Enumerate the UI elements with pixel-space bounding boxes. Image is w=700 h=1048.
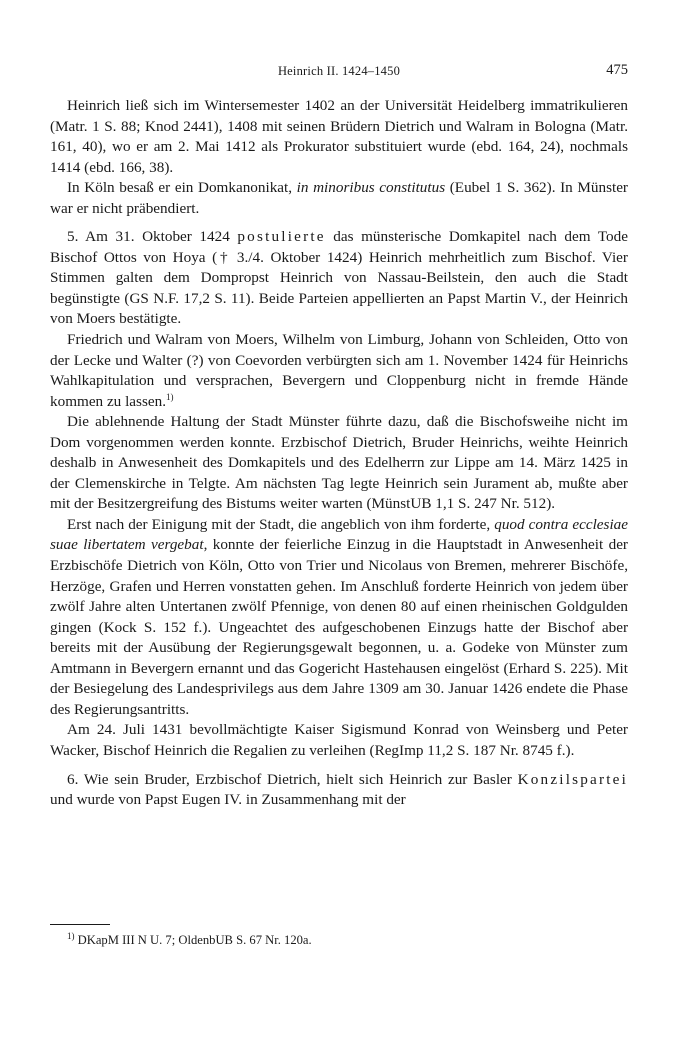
footnote-reference[interactable]: 1) (166, 391, 174, 402)
paragraph (50, 515, 628, 720)
paragraph-text: das münsterische Domkapitel nach dem Tode Bischof Ottos von Hoya († 3./4. Oktober 1424) Heinrich mehrheitlich zum Bischof. Vier Stimmen galten dem Dompropst Heinrich von Nassau-Beilstein, den auch die Stadt begünstigte (GS N.F. 17,2 S. 11). Beide Parteien appellierten an Papst Martin V., der Heinrich von Moers bestätigte. (50, 228, 628, 328)
paragraph-text: 5. Am 31. Oktober 1424 (67, 228, 238, 246)
paragraph-text: Erst nach der Einigung mit der Stadt, die angeblich von ihm forderte, (67, 515, 495, 533)
latin-quote: in minoribus constitutus (296, 179, 446, 197)
paragraph (50, 412, 628, 515)
spaced-emphasis: postulierte (237, 228, 326, 246)
spaced-emphasis: Konzilspartei (517, 770, 628, 788)
paragraph (50, 330, 628, 412)
section-6-paragraph (50, 770, 628, 811)
paragraph-text: Die ablehnende Haltung der Stadt Münster führte dazu, daß die Bischofsweihe nicht im Dom vorgenommen werden konnte. Erzbischof Dietrich, Bruder Heinrichs, weihte Heinrich deshalb in Anwesenheit des Domkapitels und des Edelherrn zur Lippe am 14. März 1425 in der Clemenskirche in Telgte. Am nächsten Tag legte Heinrich sein Jurament ab, mußte aber mit der Besitzergreifung des Bistums weiter warten (MünstUB 1,1 S. 247 Nr. 512). (50, 413, 628, 513)
paragraph-text: und wurde von Papst Eugen IV. in Zusammenhang mit der (50, 791, 406, 809)
footnote-text: DKapM III N U. 7; OldenbUB S. 67 Nr. 120a. (74, 933, 312, 947)
paragraph-text: In Köln besaß er ein Domkanonikat, (67, 179, 297, 197)
paragraph-text: (Eubel 1 S. 362). In Münster war er nicht präbendiert. (50, 179, 628, 217)
page-header (50, 62, 628, 82)
paragraph-text: Heinrich ließ sich im Wintersemester 1402 an der Universität Heidelberg immatrikulieren (Matr. 1 S. 88; Knod 2441), 1408 mit seinen Brüdern Dietrich und Walram in Bologna (Matr. 161, 40), wo er am 2. Mai 1412 als Prokurator substituiert wurde (ebd. 164, 24), nochmals 1414 (ebd. 166, 38). (50, 97, 628, 176)
paragraph (50, 720, 628, 761)
latin-quote: quod contra ecclesiae suae libertatem vergebat (50, 515, 628, 554)
body-text (50, 96, 628, 811)
paragraph-text: Friedrich und Walram von Moers, Wilhelm von Limburg, Johann von Schleiden, Otto von der Lecke und Walter (?) von Coevorden verbürgten sich am 1. November 1424 für Heinrichs Wahlkapitulation und versprachen, Bevergern und Cloppenburg nicht in fremde Hände kommen zu lassen. (50, 331, 628, 410)
paragraph-text: 6. Wie sein Bruder, Erzbischof Dietrich, hielt sich Heinrich zur Basler (67, 770, 518, 788)
paragraph (50, 96, 628, 178)
footnote (67, 932, 627, 948)
paragraph (50, 178, 628, 219)
section-5-paragraph (50, 227, 628, 330)
page-number: 475 (606, 62, 628, 78)
running-title: Heinrich II. 1424–1450 (277, 64, 401, 78)
footnote-marker: 1) (67, 930, 75, 941)
footnote-divider (50, 924, 110, 925)
paragraph-text: , konnte der feierliche Einzug in die Hauptstadt in Anwesenheit der Erzbischöfe Dietrich von Köln, Otto von Trier und Nicolaus von Bremen, mehrerer Bischöfe, Herzöge, Grafen und Herren vonstatten gehen. Im Anschluß forderte Heinrich von jedem über zwölf Jahre alten Untertanen zwölf Pfennige, von denen 80 auf einen rheinischen Goldgulden gingen (Kock S. 152 f.). Ungeachtet des aufgeschobenen Einzugs hatte der Bischof aber bereits mit der Ausübung der Regierungsgewalt begonnen, u. a. Godeke von Münster zum Amtmann in Bevergern ernannt und das Gogericht Hastehausen eingelöst (Erhard S. 225). Mit der Besiegelung des Landesprivilegs aus dem Jahre 1309 am 30. Januar 1426 endete die Phase des Regierungsantritts. (50, 536, 628, 718)
paragraph-text: Am 24. Juli 1431 bevollmächtigte Kaiser Sigismund Konrad von Weinsberg und Peter Wacker, Bischof Heinrich die Regalien zu verleihen (RegImp 11,2 S. 187 Nr. 8745 f.). (50, 721, 628, 759)
